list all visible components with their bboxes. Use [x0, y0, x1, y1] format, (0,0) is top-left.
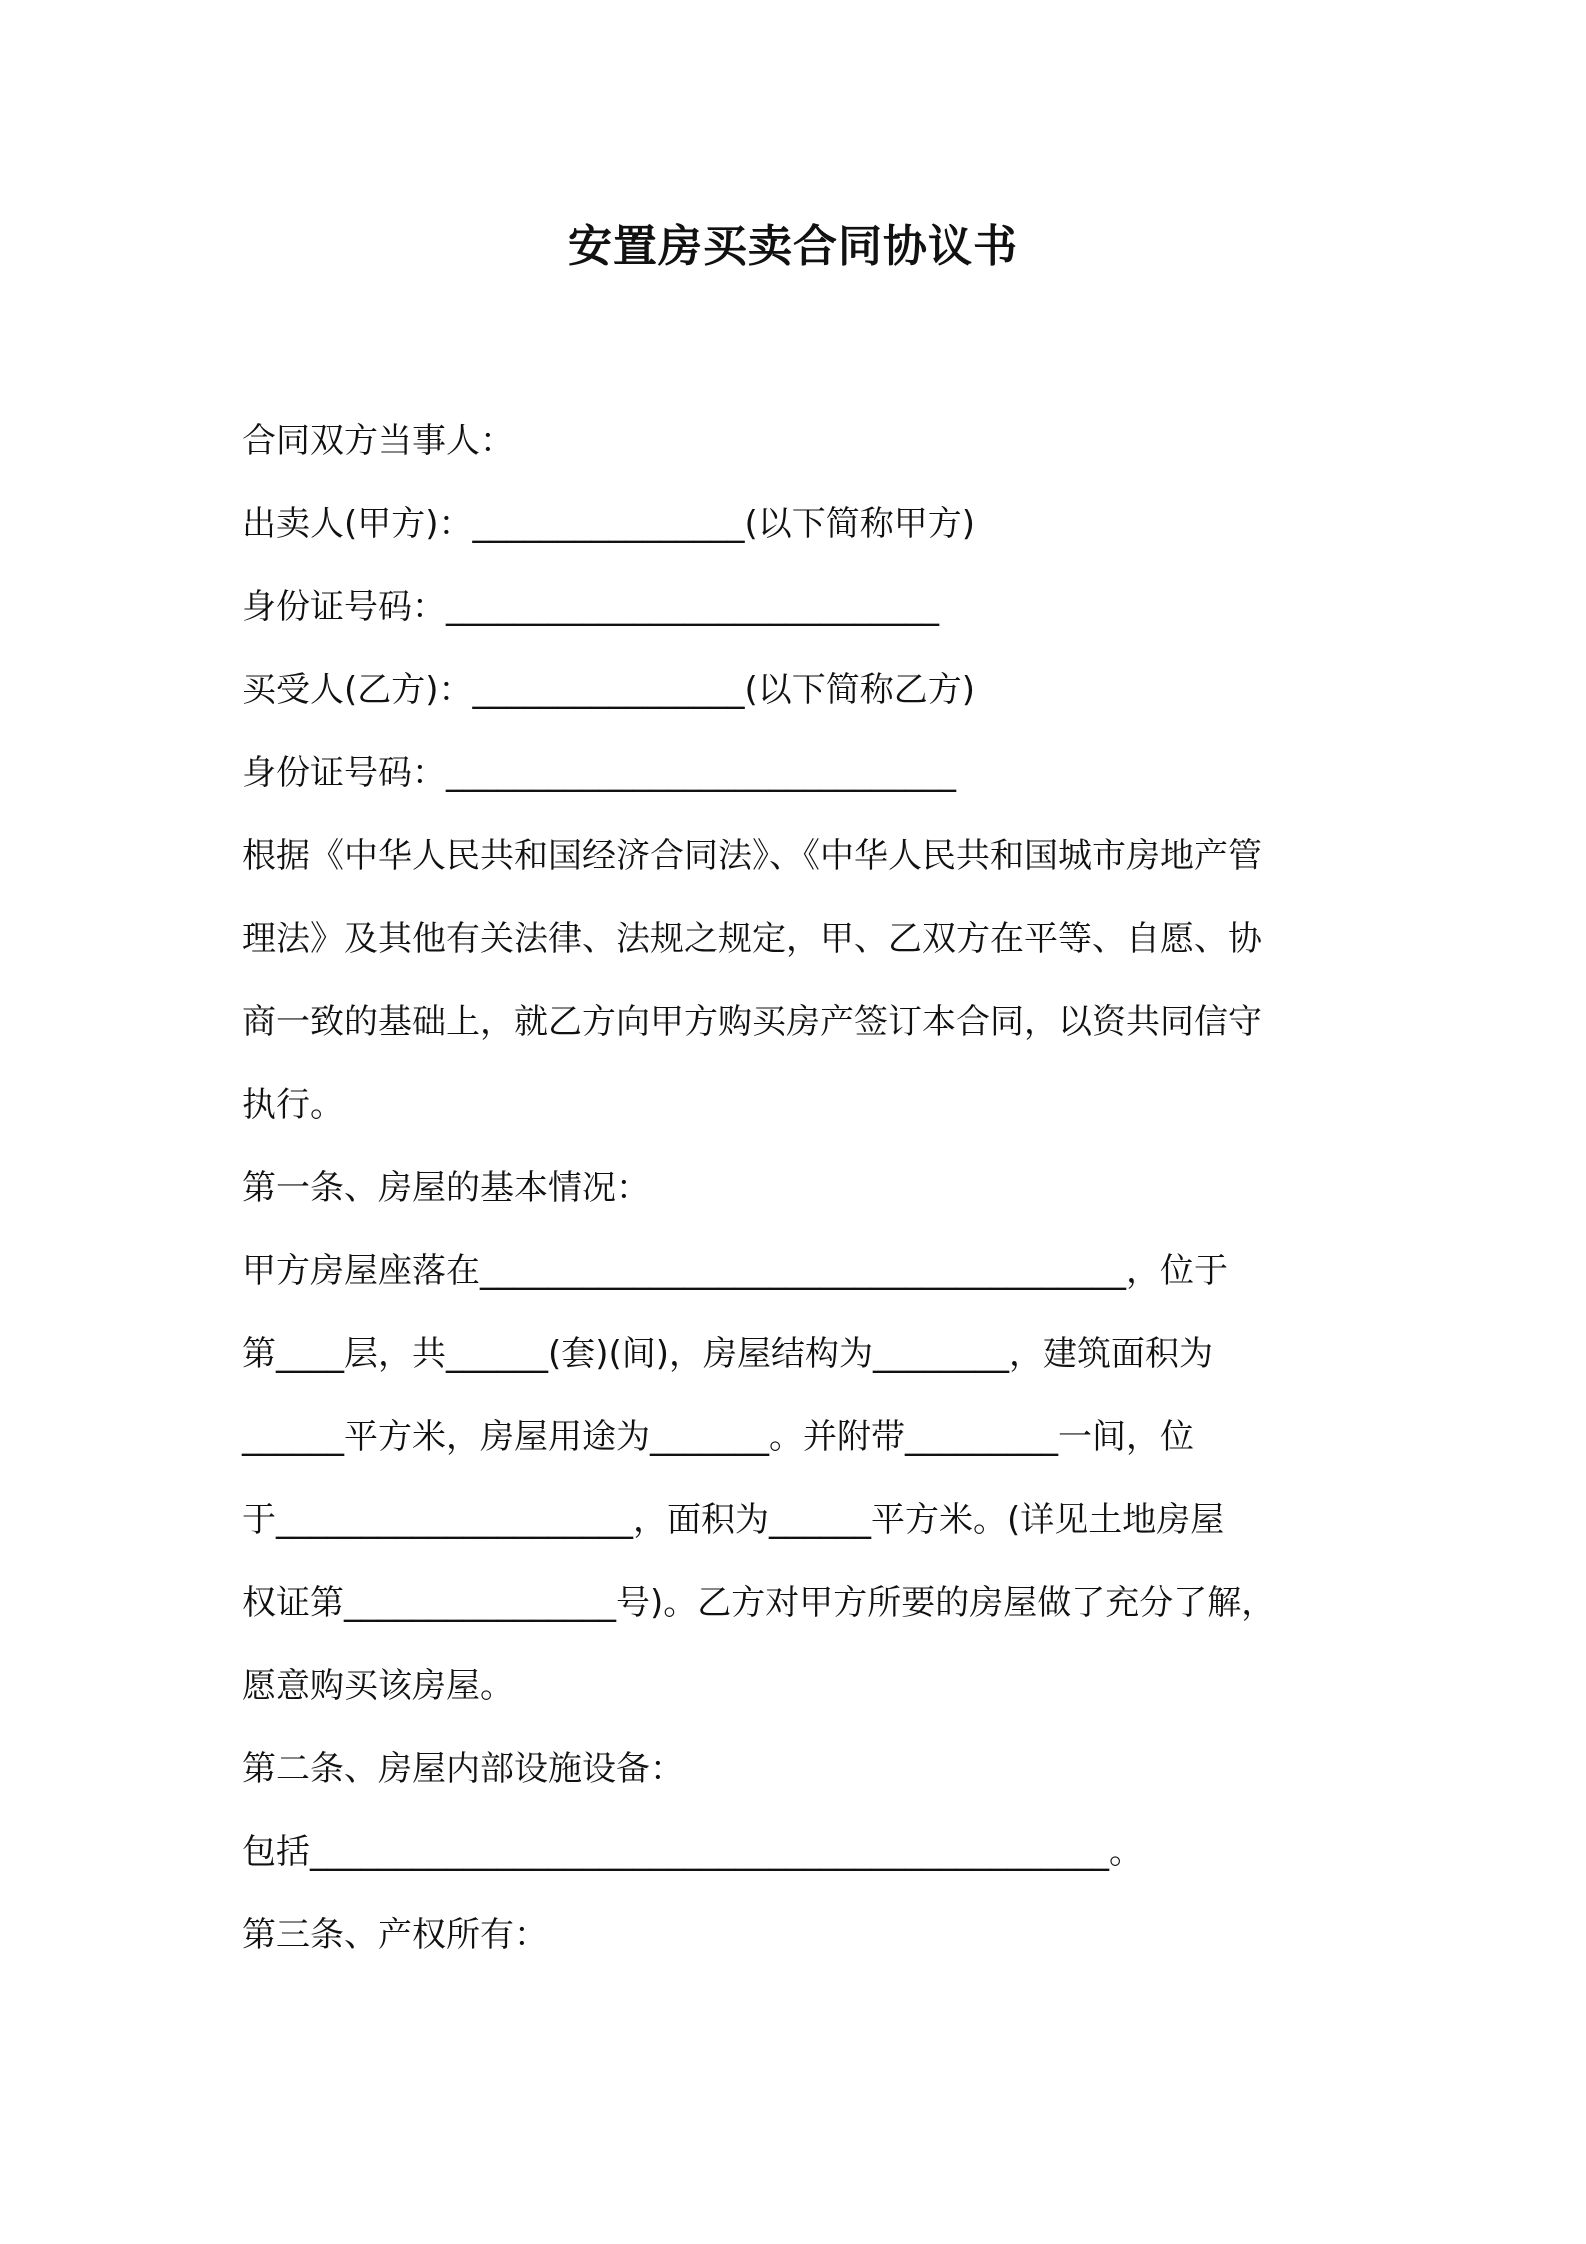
article-1-line-5: 权证第________________号)。乙方对甲方所要的房屋做了充分了解， [242, 1583, 1276, 1623]
article-1-line-1: 甲方房屋座落在______________________________________，位于 [242, 1251, 1228, 1291]
article-1-line-2: 第____层，共______(套)(间)，房屋结构为________，建筑面积为 [242, 1334, 1214, 1374]
document-title: 安置房买卖合同协议书 [568, 221, 1018, 272]
seller-id-line: 身份证号码：_____________________________ [242, 587, 939, 627]
preamble-line-4: 执行。 [242, 1085, 344, 1125]
article-1-line-4: 于_____________________，面积为______平方米。(详见土地房屋 [242, 1500, 1225, 1540]
parties-heading: 合同双方当事人： [242, 421, 514, 461]
buyer-line: 买受人(乙方)：________________(以下简称乙方) [242, 670, 976, 710]
preamble-line-1: 根据《中华人民共和国经济合同法》、《中华人民共和国城市房地产管 [242, 836, 1262, 876]
article-3-heading: 第三条、产权所有： [242, 1915, 548, 1955]
article-1-line-3: ______平方米，房屋用途为_______。并附带_________一间，位 [242, 1417, 1194, 1457]
article-2-line-1: 包括_______________________________________________。 [242, 1832, 1143, 1872]
seller-line: 出卖人(甲方)：________________(以下简称甲方) [242, 504, 976, 544]
article-2-heading: 第二条、房屋内部设施设备： [242, 1749, 684, 1789]
preamble-line-3: 商一致的基础上，就乙方向甲方购买房产签订本合同，以资共同信守 [242, 1002, 1262, 1042]
buyer-id-line: 身份证号码：______________________________ [242, 753, 956, 793]
article-1-line-6: 愿意购买该房屋。 [242, 1666, 514, 1706]
preamble-line-2: 理法》及其他有关法律、法规之规定，甲、乙双方在平等、自愿、协 [242, 919, 1262, 959]
article-1-heading: 第一条、房屋的基本情况： [242, 1168, 650, 1208]
